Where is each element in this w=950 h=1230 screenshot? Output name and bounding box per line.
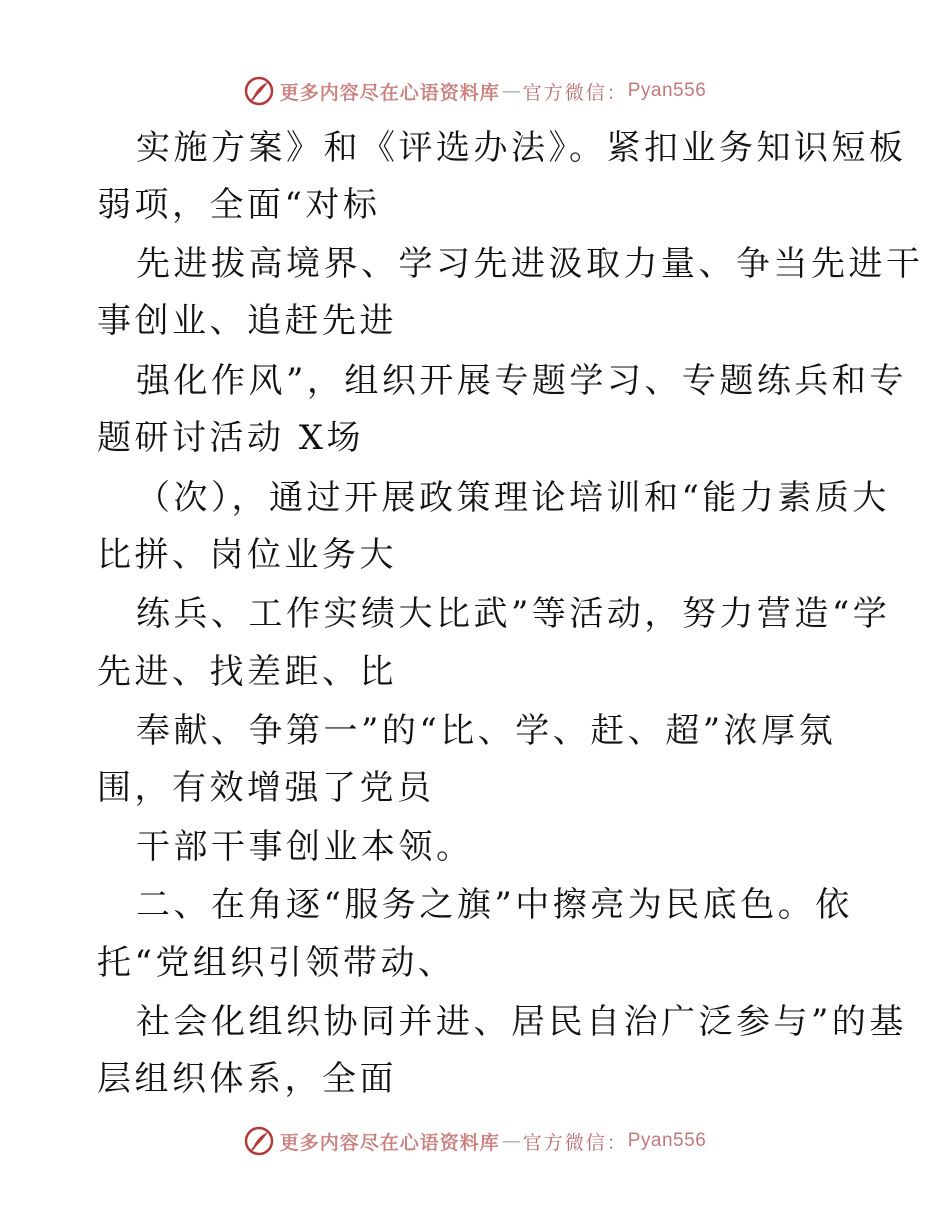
body-line: 练兵、工作实绩大比武”等活动，努力营造“学 (136, 594, 891, 634)
watermark-title: 更多内容尽在心语资料库 (279, 1131, 500, 1154)
watermark-wechat-id: Pyan556 (627, 80, 707, 101)
body-line: 比拼、岗位业务大 (97, 535, 397, 575)
quill-logo-icon (244, 76, 274, 106)
body-line: 托“党组织引领带动、 (97, 943, 456, 983)
body-line: 干部干事创业本领。 (136, 827, 474, 867)
body-line: 弱项，全面“对标 (97, 185, 381, 225)
body-line: 奉献、争第一”的“比、学、赶、超”浓厚氛 (136, 711, 837, 751)
header-watermark (0, 71, 950, 111)
body-line: 题研讨活动 X场 (97, 418, 365, 458)
body-line: 强化作风”，组织开展专题学习、专题练兵和专 (136, 361, 907, 401)
watermark-wechat-id: Pyan556 (627, 1130, 707, 1151)
footer-watermark (0, 1121, 950, 1161)
watermark-dash: — (501, 80, 521, 102)
quill-logo-icon (244, 1126, 274, 1156)
body-line: 二、在角逐“服务之旗”中擦亮为民底色。依 (136, 885, 853, 925)
watermark-wechat-label: 官方微信： (522, 81, 628, 104)
body-line: 实施方案》和《评选办法》。紧扣业务知识短板 (136, 128, 907, 168)
body-line: 围，有效增强了党员 (97, 768, 435, 808)
body-line: 先进拔高境界、学习先进汲取力量、争当先进干 (136, 244, 924, 284)
body-line: 社会化组织协同并进、居民自治广泛参与”的基 (136, 1002, 907, 1042)
body-line: 先进、找差距、比 (97, 652, 397, 692)
watermark-title: 更多内容尽在心语资料库 (279, 81, 500, 104)
body-line: 层组织体系，全面 (97, 1059, 397, 1099)
watermark-dash: — (501, 1130, 521, 1152)
body-line: 事创业、追赶先进 (97, 301, 397, 341)
body-line: （次），通过开展政策理论培训和“能力素质大 (136, 478, 890, 518)
watermark-wechat-label: 官方微信： (522, 1131, 628, 1154)
